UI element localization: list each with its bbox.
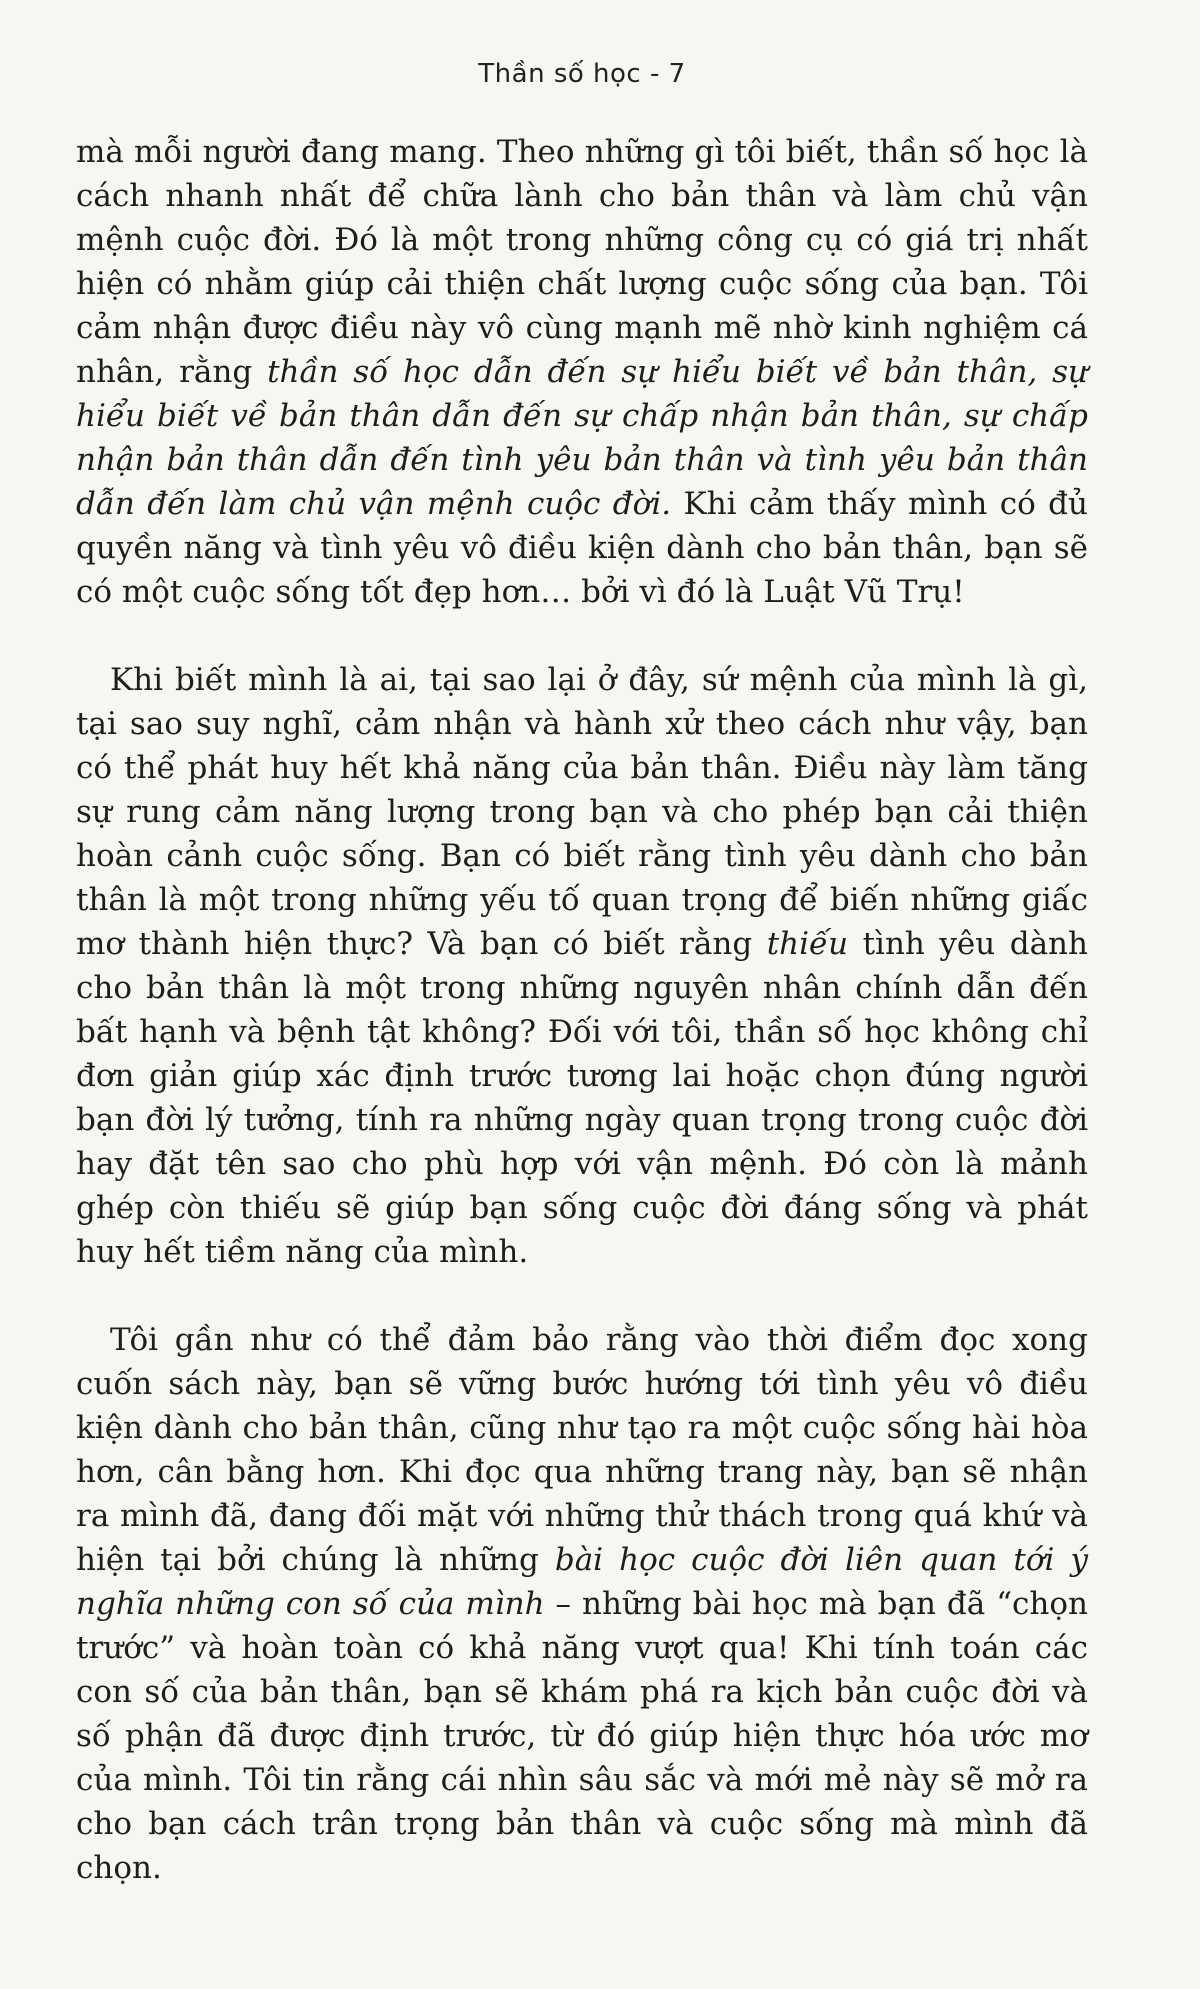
page-header: Thần số học - 7 bbox=[478, 59, 686, 89]
paragraph-text: – những bài học mà bạn đã “chọn trước” và hoàn toàn có khả năng vượt qua! Khi tính toán các con số của bản thân, bạn sẽ khám phá ra kịch bản cuộc đời và số phận đã được định trước, từ đó giúp hiện thực hóa ước mơ của mình. Tôi tin rằng cái nhìn sâu sắc và mới mẻ này sẽ mở ra cho bạn cách trân trọng bản thân và cuộc sống mà mình đã chọn. bbox=[76, 1586, 1088, 1886]
paragraph-3 bbox=[76, 1318, 1088, 1890]
italic-word: thiếu bbox=[766, 926, 849, 962]
paragraph-1 bbox=[76, 130, 1088, 614]
page-body bbox=[76, 130, 1088, 1890]
paragraph-2 bbox=[76, 658, 1088, 1274]
paragraph-text: Khi biết mình là ai, tại sao lại ở đây, sứ mệnh của mình là gì, tại sao suy nghĩ, cảm nhận và hành xử theo cách như vậy, bạn có thể phát huy hết khả năng của bản thân. Điều này làm tăng sự rung cảm năng lượng trong bạn và cho phép bạn cải thiện hoàn cảnh cuộc sống. Bạn có biết rằng tình yêu dành cho bản thân là một trong những yếu tố quan trọng để biến những giấc mơ thành hiện thực? Và bạn có biết rằng bbox=[76, 662, 1088, 962]
paragraph-text: tình yêu dành cho bản thân là một trong những nguyên nhân chính dẫn đến bất hạnh và bệnh tật không? Đối với tôi, thần số học không chỉ đơn giản giúp xác định trước tương lai hoặc chọn đúng người bạn đời lý tưởng, tính ra những ngày quan trọng trong cuộc đời hay đặt tên sao cho phù hợp với vận mệnh. Đó còn là mảnh ghép còn thiếu sẽ giúp bạn sống cuộc đời đáng sống và phát huy hết tiềm năng của mình. bbox=[76, 926, 1088, 1270]
paragraph-text: Khi cảm thấy mình có đủ quyền năng và tình yêu vô điều kiện dành cho bản thân, bạn sẽ có một cuộc sống tốt đẹp hơn… bởi vì đó là Luật Vũ Trụ! bbox=[76, 486, 1088, 610]
paragraph-text: Tôi gần như có thể đảm bảo rằng vào thời điểm đọc xong cuốn sách này, bạn sẽ vững bước hướng tới tình yêu vô điều kiện dành cho bản thân, cũng như tạo ra một cuộc sống hài hòa hơn, cân bằng hơn. Khi đọc qua những trang này, bạn sẽ nhận ra mình đã, đang đối mặt với những thử thách trong quá khứ và hiện tại bởi chúng là những bbox=[76, 1322, 1088, 1578]
paragraph-text: mà mỗi người đang mang. Theo những gì tôi biết, thần số học là cách nhanh nhất để chữa lành cho bản thân và làm chủ vận mệnh cuộc đời. Đó là một trong những công cụ có giá trị nhất hiện có nhằm giúp cải thiện chất lượng cuộc sống của bạn. Tôi cảm nhận được điều này vô cùng mạnh mẽ nhờ kinh nghiệm cá nhân, rằng bbox=[76, 134, 1088, 390]
italic-passage: thần số học dẫn đến sự hiểu biết về bản thân, sự hiểu biết về bản thân dẫn đến sự chấp nhận bản thân, sự chấp nhận bản thân dẫn đến tình yêu bản thân và tình yêu bản thân dẫn đến làm chủ vận mệnh cuộc đời. bbox=[76, 354, 1088, 522]
italic-passage: bài học cuộc đời liên quan tới ý nghĩa những con số của mình bbox=[76, 1542, 1088, 1622]
